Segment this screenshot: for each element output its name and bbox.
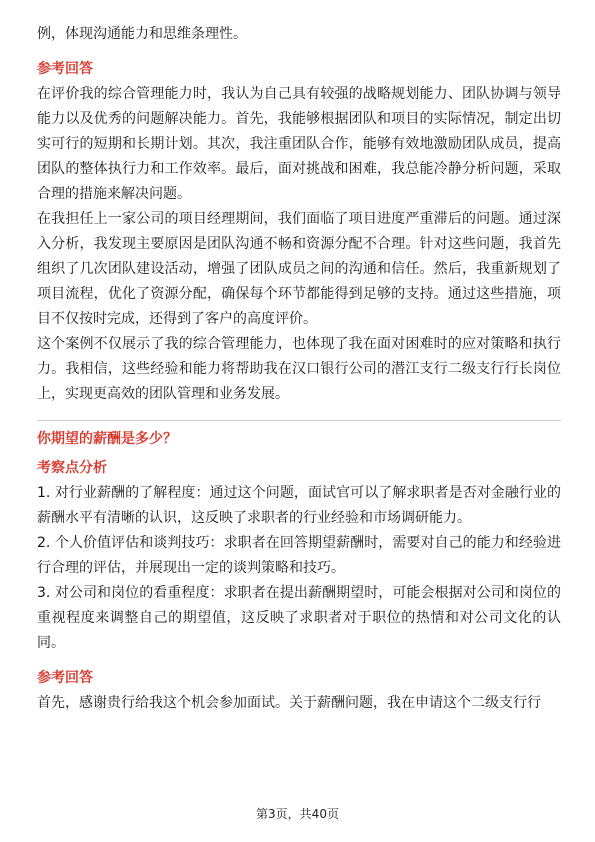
question-heading: 你期望的薪酬是多少？ (37, 431, 177, 447)
reference-answer-heading: 参考回答 (37, 670, 93, 686)
answer-paragraph: 在评价我的综合管理能力时，我认为自己具有较强的战略规划能力、团队协调与领导能力以及优秀的问题解决能力。首先，我能够根据团队和项目的实际情况，制定出切实可行的短期和长期计划。其次，我注重团队合作，能够有效地激励团队成员，提高团队的整体执行力和工作效率。最后，面对挑战和困难，我总能冷静分析问题，采取合理的措施来解决问题。 (37, 86, 561, 202)
spacer (37, 47, 561, 57)
page-content (37, 22, 561, 716)
reference-answer-heading: 参考回答 (37, 61, 93, 77)
answer-paragraph: 在我担任上一家公司的项目经理期间，我们面临了项目进度严重滞后的问题。通过深入分析，我发现主要原因是团队沟通不畅和资源分配不合理。针对这些问题，我首先组织了几次团队建设活动，增强了团队成员之间的沟通和信任。然后，我重新规划了项目流程，优化了资源分配，确保每个环节都能得到足够的支持。通过这些措施，项目不仅按时完成，还得到了客户的高度评价。 (37, 211, 561, 327)
answer-paragraph: 首先，感谢贵行给我这个机会参加面试。关于薪酬问题，我在申请这个二级支行行 (37, 695, 541, 711)
analysis-item: 2. 个人价值评估和谈判技巧：求职者在回答期望薪酬时，需要对自己的能力和经验进行合理的评估，并展现出一定的谈判策略和技巧。 (37, 535, 561, 576)
analysis-item: 1. 对行业薪酬的了解程度：通过这个问题，面试官可以了解求职者是否对金融行业的薪酬水平有清晰的认识，这反映了求职者的行业经验和市场调研能力。 (37, 485, 561, 526)
answer-paragraph: 这个案例不仅展示了我的综合管理能力，也体现了我在面对困难时的应对策略和执行力。我相信，这些经验和能力将帮助我在汉口银行公司的潜江支行二级支行行长岗位上，实现更高效的团队管理和业务发展。 (37, 336, 561, 402)
analysis-heading: 考察点分析 (37, 460, 107, 476)
analysis-item: 3. 对公司和岗位的看重程度：求职者在提出薪酬期望时，可能会根据对公司和岗位的重视程度来调整自己的期望值，这反映了求职者对于职位的热情和对公司文化的认同。 (37, 585, 561, 651)
section-divider (37, 420, 561, 421)
page-number: 第3页，共40页 (256, 807, 339, 821)
intro-tail-text: 例，体现沟通能力和思维条理性。 (37, 26, 247, 42)
spacer (37, 656, 561, 666)
